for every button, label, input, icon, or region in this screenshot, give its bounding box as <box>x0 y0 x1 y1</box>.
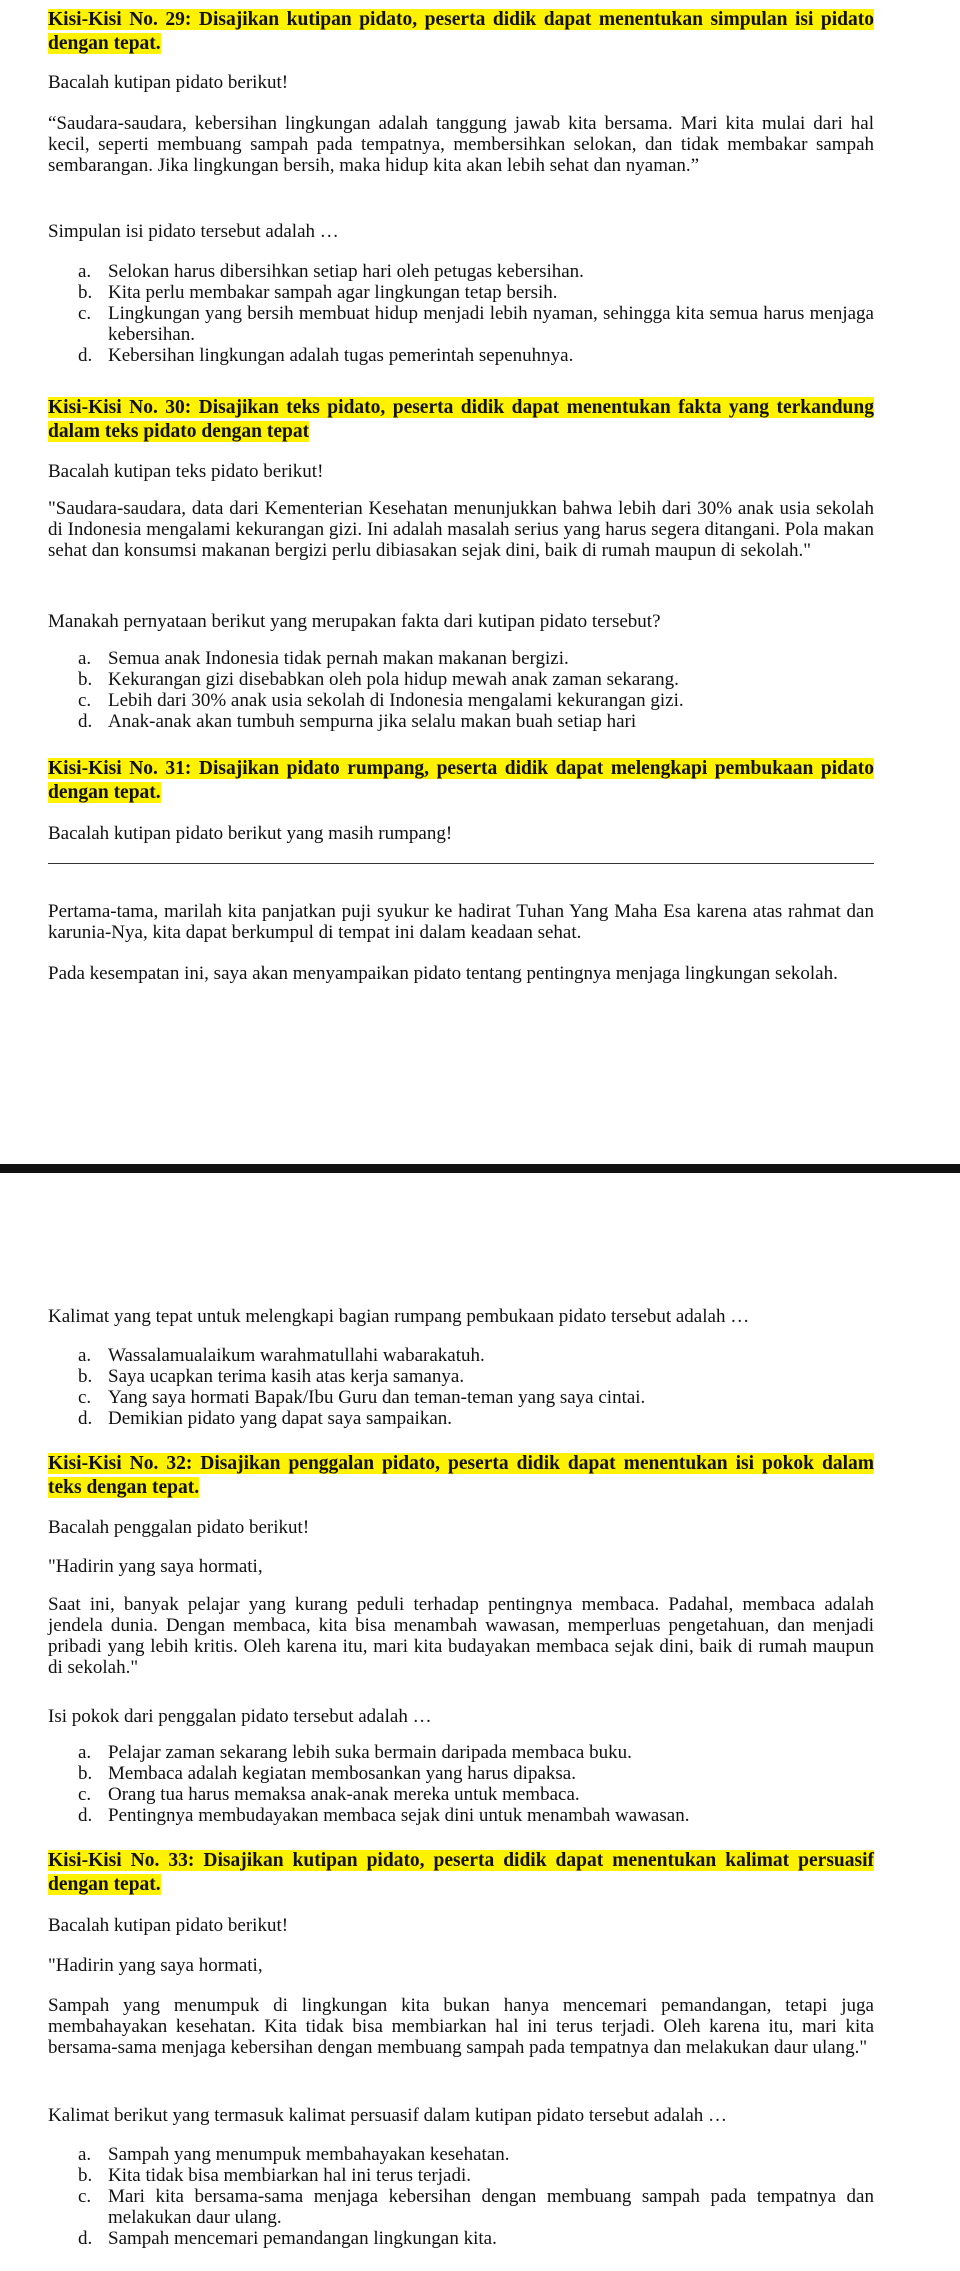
q29-passage: “Saudara-saudara, kebersihan lingkungan adalah tanggung jawab kita bersama. Mari kita mulai dari hal kecil, seperti membuang sampah pada tempatnya, membersihkan selokan, dan tidak membakar sampah sembarangan. Jika lingkungan bersih, maka hidup kita akan lebih sehat dan nyaman.” <box>48 113 874 176</box>
q30-option[interactable]: c. Lebih dari 30% anak usia sekolah di Indonesia mengalami kekurangan gizi. <box>78 690 684 711</box>
q30-options <box>48 648 874 732</box>
q33-option[interactable]: b. Kita tidak bisa membiarkan hal ini terus terjadi. <box>78 2165 472 2186</box>
q33-option[interactable]: a. Sampah yang menumpuk membahayakan kesehatan. <box>78 2144 510 2165</box>
q30-question: Manakah pernyataan berikut yang merupakan fakta dari kutipan pidato tersebut? <box>48 611 661 632</box>
q31-options <box>48 1345 874 1429</box>
q33-option[interactable]: c. Mari kita bersama-sama menjaga kebersihan dengan membuang sampah pada tempatnya dan melakukan daur ulang. <box>78 2186 874 2228</box>
q31-option[interactable]: b. Saya ucapkan terima kasih atas kerja samanya. <box>78 1366 465 1387</box>
q33-option[interactable]: d. Sampah mencemari pemandangan lingkungan kita. <box>78 2228 497 2249</box>
q32-question: Isi pokok dari penggalan pidato tersebut adalah … <box>48 1706 432 1727</box>
page-separator <box>0 1164 960 1173</box>
q32-heading: Kisi-Kisi No. 32: Disajikan penggalan pidato, peserta didik dapat menentukan isi pokok dalam teks dengan tepat. <box>48 1453 874 1498</box>
q31-paragraph-1: Pertama-tama, marilah kita panjatkan puji syukur ke hadirat Tuhan Yang Maha Esa karena atas rahmat dan karunia-Nya, kita dapat berkumpul di tempat ini dalam keadaan sehat. <box>48 901 874 943</box>
q29-instruction: Bacalah kutipan pidato berikut! <box>48 72 289 93</box>
q32-option[interactable]: d. Pentingnya membudayakan membaca sejak dini untuk menambah wawasan. <box>78 1805 690 1826</box>
q33-question: Kalimat berikut yang termasuk kalimat persuasif dalam kutipan pidato tersebut adalah … <box>48 2105 728 2126</box>
q30-passage: "Saudara-saudara, data dari Kementerian Kesehatan menunjukkan bahwa lebih dari 30% anak usia sekolah di Indonesia mengalami kekurangan gizi. Ini adalah masalah serius yang harus segera ditangani. Pola makan sehat dan konsumsi makanan bergizi perlu dibiasakan sejak dini, baik di rumah maupun di sekolah." <box>48 498 874 561</box>
q31-option[interactable]: a. Wassalamualaikum warahmatullahi wabarakatuh. <box>78 1345 485 1366</box>
q31-option[interactable]: c. Yang saya hormati Bapak/Ibu Guru dan teman-teman yang saya cintai. <box>78 1387 646 1408</box>
q31-paragraph-2: Pada kesempatan ini, saya akan menyampaikan pidato tentang pentingnya menjaga lingkungan sekolah. <box>48 963 838 984</box>
q31-instruction: Bacalah kutipan pidato berikut yang masih rumpang! <box>48 823 453 844</box>
q33-instruction: Bacalah kutipan pidato berikut! <box>48 1915 289 1936</box>
q33-passage: Sampah yang menumpuk di lingkungan kita bukan hanya mencemari pemandangan, tetapi juga membahayakan kesehatan. Kita tidak bisa membiarkan hal ini terus terjadi. Oleh karena itu, mari kita bersama-sama menjaga kebersihan dengan membuang sampah pada tempatnya dan melakukan daur ulang." <box>48 1995 874 2058</box>
blank-line <box>48 863 874 864</box>
q33-options <box>48 2144 874 2249</box>
q32-passage: Saat ini, banyak pelajar yang kurang peduli terhadap pentingnya membaca. Padahal, membaca adalah jendela dunia. Dengan membaca, kita bisa menambah wawasan, memperluas pengetahuan, dan menjadi pribadi yang lebih kritis. Oleh karena itu, mari kita budayakan membaca sejak dini, baik di rumah maupun di sekolah." <box>48 1594 874 1678</box>
q32-options <box>48 1742 874 1826</box>
q30-heading: Kisi-Kisi No. 30: Disajikan teks pidato, peserta didik dapat menentukan fakta yang terkandung dalam teks pidato dengan tepat <box>48 397 874 442</box>
q32-greeting: "Hadirin yang saya hormati, <box>48 1556 263 1577</box>
q29-options <box>48 261 874 366</box>
q29-option[interactable]: c. Lingkungan yang bersih membuat hidup menjadi lebih nyaman, sehingga kita semua harus menjaga kebersihan. <box>78 303 874 345</box>
q33-greeting: "Hadirin yang saya hormati, <box>48 1955 263 1976</box>
q29-option[interactable]: a. Selokan harus dibersihkan setiap hari oleh petugas kebersihan. <box>78 261 584 282</box>
q32-instruction: Bacalah penggalan pidato berikut! <box>48 1517 310 1538</box>
q29-option[interactable]: d. Kebersihan lingkungan adalah tugas pemerintah sepenuhnya. <box>78 345 574 366</box>
q32-option[interactable]: a. Pelajar zaman sekarang lebih suka bermain daripada membaca buku. <box>78 1742 632 1763</box>
q32-option[interactable]: c. Orang tua harus memaksa anak-anak mereka untuk membaca. <box>78 1784 580 1805</box>
q32-option[interactable]: b. Membaca adalah kegiatan membosankan yang harus dipaksa. <box>78 1763 576 1784</box>
q29-option[interactable]: b. Kita perlu membakar sampah agar lingkungan tetap bersih. <box>78 282 558 303</box>
q31-option[interactable]: d. Demikian pidato yang dapat saya sampaikan. <box>78 1408 453 1429</box>
q33-heading: Kisi-Kisi No. 33: Disajikan kutipan pidato, peserta didik dapat menentukan kalimat persuasif dengan tepat. <box>48 1850 874 1895</box>
q29-question: Simpulan isi pidato tersebut adalah … <box>48 221 339 242</box>
q30-option[interactable]: a. Semua anak Indonesia tidak pernah makan makanan bergizi. <box>78 648 569 669</box>
q29-heading: Kisi-Kisi No. 29: Disajikan kutipan pidato, peserta didik dapat menentukan simpulan isi pidato dengan tepat. <box>48 9 874 54</box>
q31-heading: Kisi-Kisi No. 31: Disajikan pidato rumpang, peserta didik dapat melengkapi pembukaan pidato dengan tepat. <box>48 758 874 803</box>
q31-question: Kalimat yang tepat untuk melengkapi bagian rumpang pembukaan pidato tersebut adalah … <box>48 1306 750 1327</box>
q30-option[interactable]: d. Anak-anak akan tumbuh sempurna jika selalu makan buah setiap hari <box>78 711 637 732</box>
q30-instruction: Bacalah kutipan teks pidato berikut! <box>48 461 324 482</box>
q30-option[interactable]: b. Kekurangan gizi disebabkan oleh pola hidup mewah anak zaman sekarang. <box>78 669 679 690</box>
